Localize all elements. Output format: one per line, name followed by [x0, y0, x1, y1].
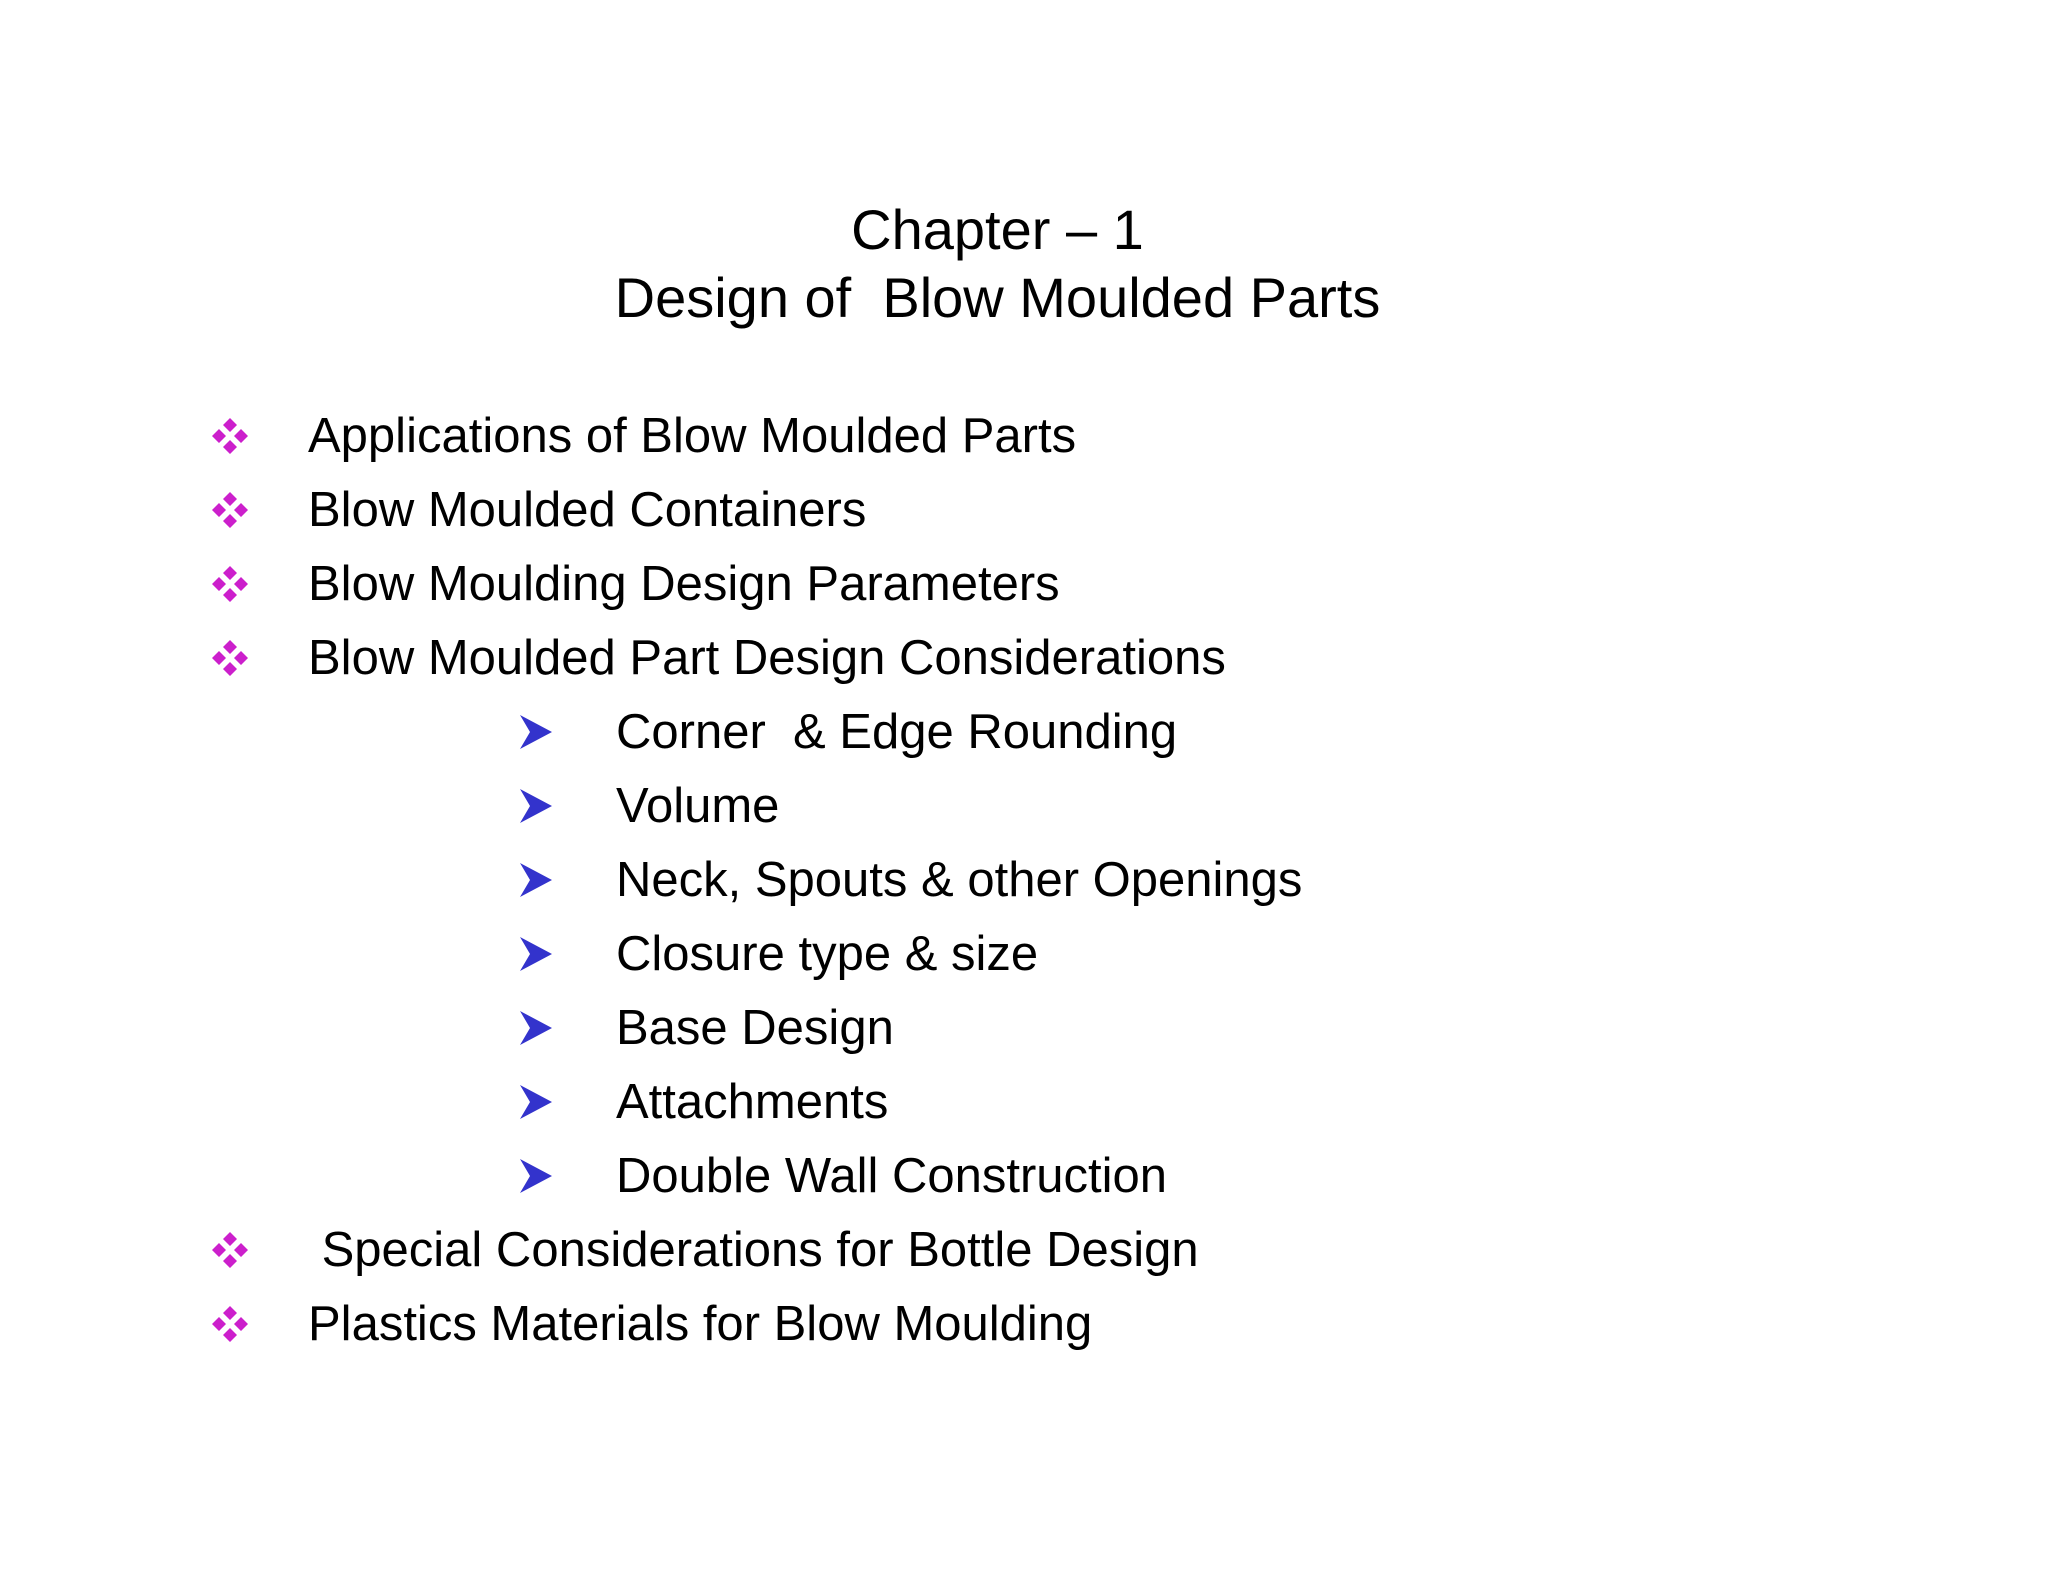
list-item [0, 1139, 2048, 1213]
chapter-number: Chapter – 1 [851, 198, 1144, 261]
arrowhead-bullet-icon [518, 991, 554, 1065]
list-item [0, 917, 2048, 991]
list-item [0, 547, 2048, 621]
list-item [0, 1213, 2048, 1287]
list-item [0, 695, 2048, 769]
list-item [0, 991, 2048, 1065]
arrowhead-bullet-icon [518, 1139, 554, 1213]
slide-title [0, 196, 1995, 332]
four-diamond-bullet-icon [210, 473, 250, 547]
list-item-text: Blow Moulding Design Parameters [308, 557, 1060, 611]
outline-list [0, 399, 2048, 1361]
four-diamond-bullet-icon [210, 1213, 250, 1287]
four-diamond-bullet-icon [210, 547, 250, 621]
list-item [0, 843, 2048, 917]
four-diamond-bullet-icon [210, 399, 250, 473]
list-item [0, 621, 2048, 695]
list-item-text: Blow Moulded Part Design Considerations [308, 631, 1226, 685]
list-item [0, 1065, 2048, 1139]
list-item-text: Double Wall Construction [616, 1149, 1168, 1203]
arrowhead-bullet-icon [518, 1065, 554, 1139]
list-item-text: Corner & Edge Rounding [616, 705, 1178, 759]
chapter-title: Design of Blow Moulded Parts [614, 266, 1381, 329]
list-item-text: Plastics Materials for Blow Moulding [308, 1297, 1093, 1351]
list-item-text: Special Considerations for Bottle Design [308, 1223, 1199, 1277]
list-item-text: Applications of Blow Moulded Parts [308, 409, 1077, 463]
list-item-text: Blow Moulded Containers [308, 483, 867, 537]
list-item [0, 769, 2048, 843]
list-item-text: Closure type & size [616, 927, 1039, 981]
arrowhead-bullet-icon [518, 843, 554, 917]
four-diamond-bullet-icon [210, 621, 250, 695]
list-item [0, 399, 2048, 473]
list-item-text: Base Design [616, 1001, 894, 1055]
list-item-text: Neck, Spouts & other Openings [616, 853, 1303, 907]
list-item-text: Attachments [616, 1075, 889, 1129]
arrowhead-bullet-icon [518, 917, 554, 991]
four-diamond-bullet-icon [210, 1287, 250, 1361]
list-item [0, 1287, 2048, 1361]
arrowhead-bullet-icon [518, 695, 554, 769]
list-item-text: Volume [616, 779, 780, 833]
list-item [0, 473, 2048, 547]
arrowhead-bullet-icon [518, 769, 554, 843]
